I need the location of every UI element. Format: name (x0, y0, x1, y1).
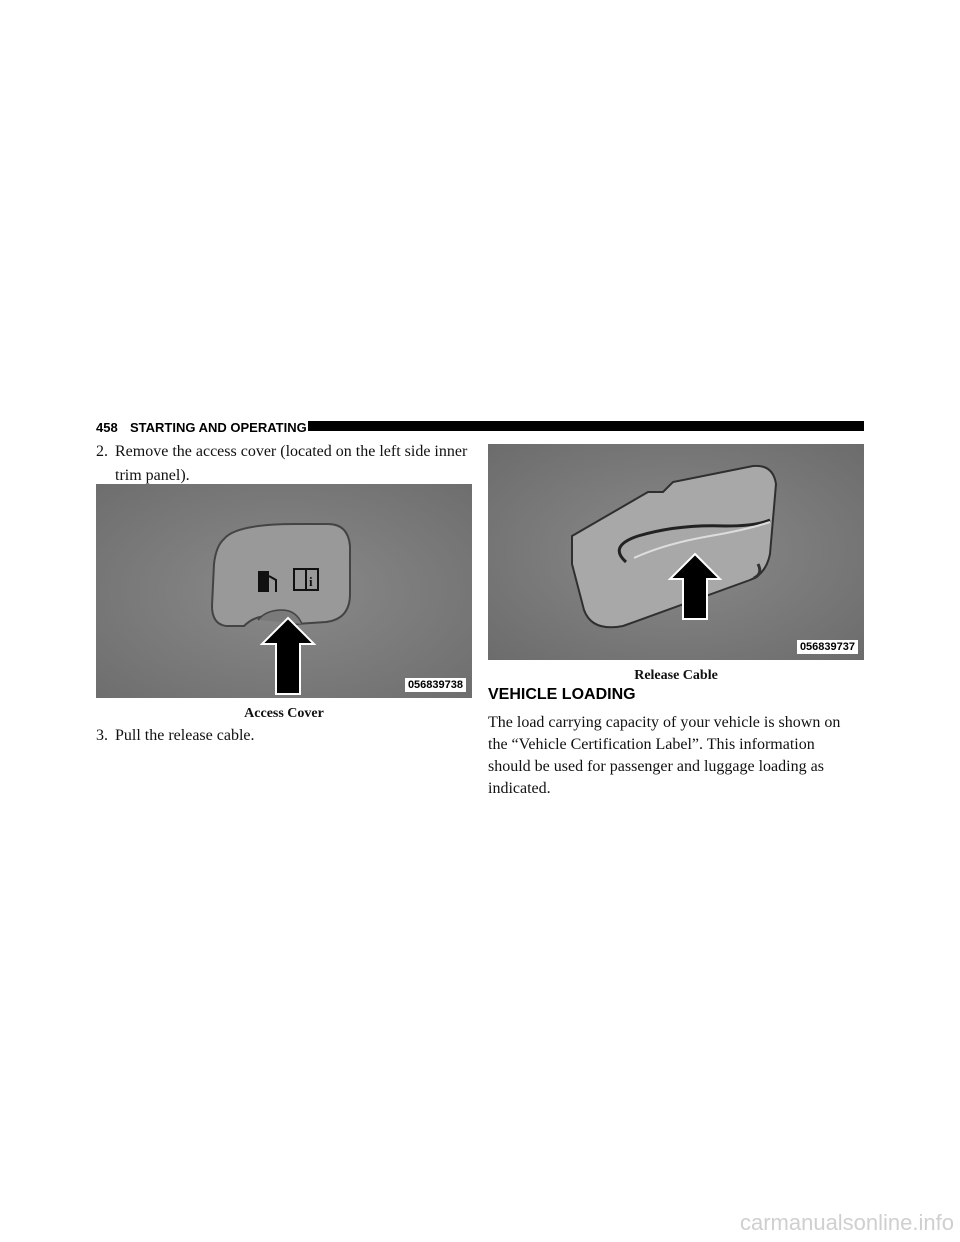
step-3 (96, 724, 476, 750)
svg-text:i: i (309, 574, 313, 589)
figure-caption: Access Cover (244, 706, 324, 721)
vehicle-loading-paragraph (488, 712, 864, 800)
access-cover-illustration (96, 484, 472, 698)
step-text-line: Remove the access cover (located on the left side inner (115, 443, 468, 460)
step-2 (96, 440, 476, 490)
section-heading: VEHICLE LOADING (488, 686, 636, 703)
figure-access-cover (96, 484, 472, 698)
figure-code: 056839738 (405, 678, 466, 692)
step-text-line: trim panel). (115, 467, 190, 484)
figure-release-cable (488, 444, 864, 660)
header-rule (308, 421, 864, 431)
step-number: 2. (96, 443, 108, 460)
release-cable-illustration (488, 444, 864, 660)
page-header (96, 418, 864, 438)
step-text: Pull the release cable. (115, 727, 255, 744)
paragraph-line: indicated. (488, 780, 551, 797)
watermark: carmanualsonline.info (739, 1210, 954, 1235)
section-title: STARTING AND OPERATING (130, 420, 307, 435)
paragraph-line: The load carrying capacity of your vehicle is shown on (488, 714, 841, 731)
paragraph-line: the “Vehicle Certification Label”. This information (488, 736, 815, 753)
figure-caption: Release Cable (634, 668, 718, 683)
step-number: 3. (96, 727, 108, 744)
paragraph-line: should be used for passenger and luggage loading as (488, 758, 824, 775)
page-number: 458 (96, 420, 118, 435)
figure-code: 056839737 (797, 640, 858, 654)
